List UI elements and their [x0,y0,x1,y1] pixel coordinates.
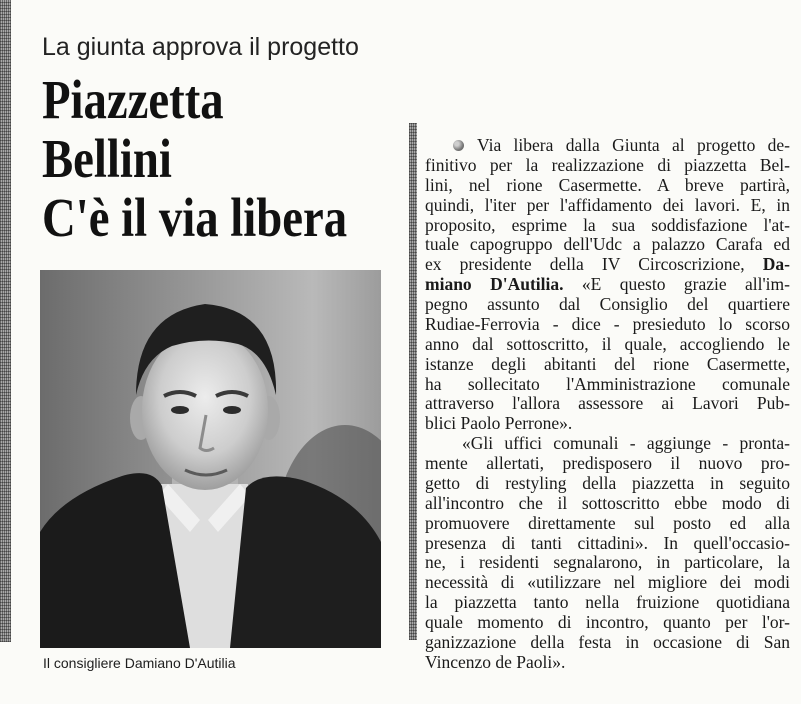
article-paragraph [425,136,790,434]
article-bold-text: Da- [762,254,790,275]
article-paragraph [425,434,790,673]
article-text: «Gli uffici comunali - aggiunge - pronta- [462,433,790,454]
article-line [425,255,790,275]
article-text: presenza di tanti cittadini». In quell'occasio- [425,532,790,553]
article-line [425,176,790,196]
article-line [425,633,790,653]
portrait-photo [40,270,381,648]
headline-line: C'è il via libera [42,187,348,248]
article-line [425,514,790,534]
article-text: finitivo per la realizzazione di piazzetta Bel- [425,154,790,175]
article-text: blici Paolo Perrone». [425,413,573,434]
article-text: promuovere direttamente sul posto ed alla [425,512,790,533]
article-text: quindi, l'iter per l'affidamento dei lavori. E, in [425,194,790,215]
article-text: ne, i residenti segnalarono, in particolare, la [425,552,790,573]
article-line [425,275,790,295]
article-text: anno dal sottoscritto, il quale, accogliendo le [425,333,790,354]
headline-line: Bellini [42,128,172,189]
article-line [425,534,790,554]
article-text: ex presidente della IV Circoscrizione, [425,254,763,275]
article-line [425,315,790,335]
article-line [425,653,790,673]
left-column-rule [0,0,11,642]
article-line [425,613,790,633]
kicker: La giunta approva il progetto [42,33,359,61]
article-text: ha sollecitato l'Amministrazione comunale [425,373,790,394]
article-text: ganizzazione della festa in occasione di San [425,631,790,652]
article-text: proposito, esprime la sua soddisfazione l'at- [425,214,790,235]
article-text: mente allertati, predisposero il nuovo pro- [425,453,790,473]
article-text: quale momento di incontro, quanto per l'or- [425,612,790,632]
article-line [425,375,790,395]
portrait-eye-left [171,406,189,414]
article-text: Via libera dalla Giunta al progetto de- [477,135,790,155]
article-text: Vincenzo de Paoli». [425,651,566,672]
article-line [425,394,790,414]
article-line [425,573,790,593]
article-line [425,216,790,236]
article-line [425,156,790,176]
portrait-face [142,330,268,490]
article-text: istanze degli abitanti del rione Casermette, [425,353,790,374]
article-body [425,136,790,673]
article-line [425,335,790,355]
article-text: lini, nel rione Casermette. A breve partirà, [425,174,790,195]
article-line [425,196,790,216]
article-text: tuale capogruppo dell'Udc a palazzo Carafa ed [425,234,790,255]
article-line [425,295,790,315]
article-text: attraverso l'allora assessore ai Lavori Pub- [425,393,790,414]
headline-line: Piazzetta [42,69,224,130]
article-text: la piazzetta tanto nella fruizione quotidiana [425,592,790,613]
article-line [425,494,790,514]
article-line [425,474,790,494]
article-text: necessità di «utilizzare nel migliore dei modi [425,572,790,593]
bullet-icon [453,140,464,151]
portrait-eye-right [223,406,241,414]
article-line [425,136,790,156]
portrait-image [40,270,381,648]
headline [42,70,401,247]
article-text: Rudiae-Ferrovia - dice - presieduto lo scorso [425,313,790,334]
article-line [425,553,790,573]
article-line [425,454,790,474]
right-column-rule [409,123,417,640]
article-line [425,434,790,454]
article-bold-text: miano D'Autilia. [425,274,564,295]
article-line [425,355,790,375]
article-line [425,593,790,613]
photo-caption: Il consigliere Damiano D'Autilia [43,655,236,671]
article-text: pegno assunto dal Consiglio del quartiere [425,294,790,314]
article-line [425,235,790,255]
article-text: all'incontro che il sottoscritto ebbe modo di [425,492,790,513]
article-line [425,414,790,434]
article-text: getto di restyling della piazzetta in seguito [425,472,790,493]
article-text: «E questo grazie all'im- [563,274,790,295]
